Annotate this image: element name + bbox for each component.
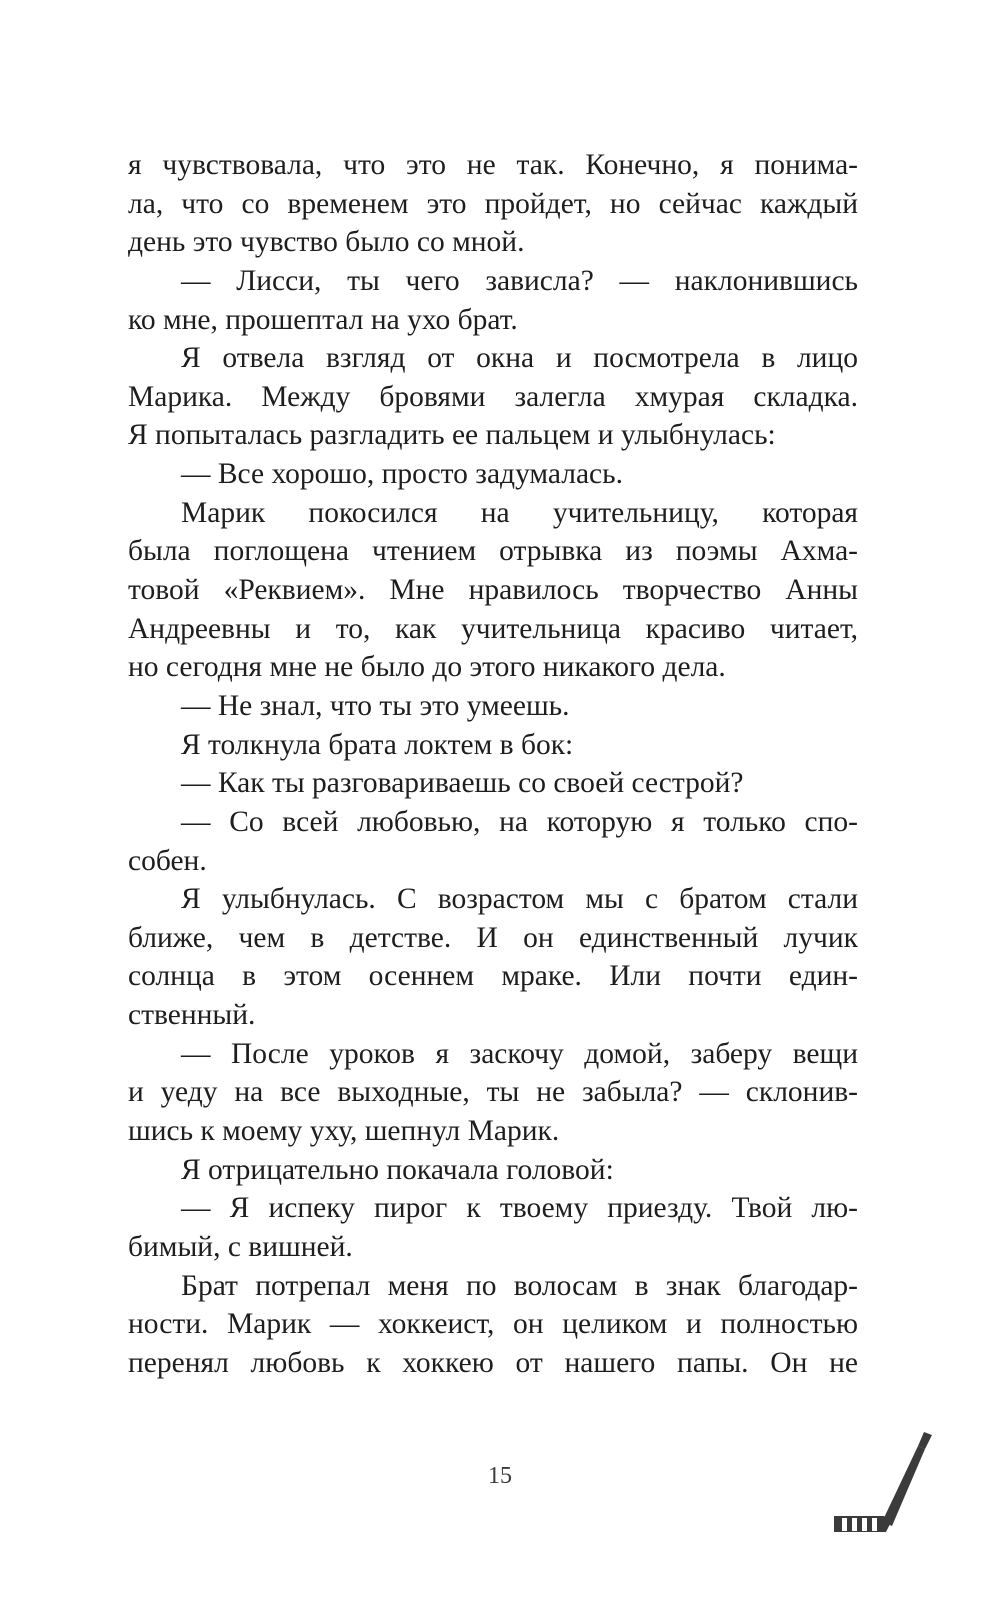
text-line: собен. xyxy=(128,844,207,877)
text-line: — Как ты разговариваешь со своей сестрой? xyxy=(181,767,744,800)
text-line: Я отвела взгляд от окна и посмотрела в лицо xyxy=(181,342,858,375)
hockey-stick-grip xyxy=(918,1432,932,1449)
text-line: бимый, с вишней. xyxy=(128,1230,353,1263)
text-line: солнца в этом осеннем мраке. Или почти един- xyxy=(128,960,858,993)
text-line: Марика. Между бровями залегла хмурая складка. xyxy=(128,380,858,413)
text-line: ла, что со временем это пройдет, но сейчас каждый xyxy=(128,187,858,220)
text-line: — После уроков я заскочу домой, заберу вещи xyxy=(181,1037,858,1070)
page-number: 15 xyxy=(488,1463,512,1489)
text-line: товой «Реквием». Мне нравилось творчество Анны xyxy=(128,574,858,607)
text-line: Я улыбнулась. С возрастом мы с братом стали xyxy=(181,883,858,916)
text-line: — Лисси, ты чего зависла? — наклонившись xyxy=(181,264,858,297)
text-line: — Не знал, что ты это умеешь. xyxy=(181,689,570,722)
text-line: ближе, чем в детстве. И он единственный лучик xyxy=(128,921,858,954)
text-line: ко мне, прошептал на ухо брат. xyxy=(128,303,518,336)
text-line: день это чувство было со мной. xyxy=(128,226,525,259)
text-line: перенял любовь к хоккею от нашего папы. Он не xyxy=(128,1346,858,1379)
text-line: ности. Марик — хоккеист, он целиком и полностью xyxy=(128,1308,858,1341)
text-line: я чувствовала, что это не так. Конечно, я понима- xyxy=(128,149,858,181)
text-line: но сегодня мне не было до этого никакого дела. xyxy=(128,651,726,684)
text-line: была поглощена чтением отрывка из поэмы Ахма- xyxy=(128,535,858,568)
body-text xyxy=(128,146,858,1383)
text-line: ственный. xyxy=(128,999,256,1032)
text-line: шись к моему уху, шепнул Марик. xyxy=(128,1115,560,1148)
text-line: Брат потрепал меня по волосам в знак благодар- xyxy=(181,1269,858,1302)
text-line: Андреевны и то, как учительница красиво читает, xyxy=(128,612,858,645)
hockey-stick-shaft xyxy=(882,1446,925,1526)
text-line: — Все хорошо, просто задумалась. xyxy=(181,458,623,491)
text-line: Я попыталась разгладить ее пальцем и улыбнулась: xyxy=(128,419,776,452)
hockey-stick-icon xyxy=(826,1428,956,1538)
text-line: — Со всей любовью, на которую я только спо- xyxy=(181,805,858,838)
text-line: Марик покосился на учительницу, которая xyxy=(181,496,858,529)
text-line: и уеду на все выходные, ты не забыла? — склонив- xyxy=(128,1076,858,1109)
text-line: Я отрицательно покачала головой: xyxy=(181,1153,614,1186)
text-line: Я толкнула брата локтем в бок: xyxy=(181,728,574,761)
text-line: — Я испеку пирог к твоему приезду. Твой лю- xyxy=(181,1192,858,1225)
